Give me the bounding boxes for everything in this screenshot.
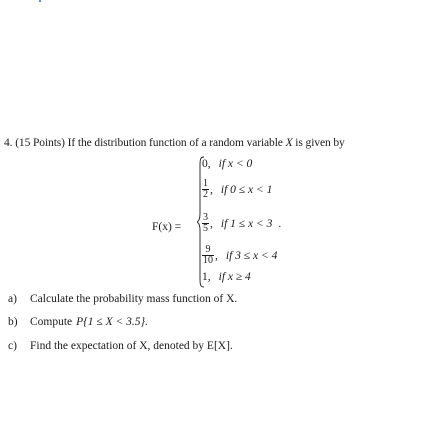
case-3-separator: ,	[210, 217, 213, 230]
part-c-text: Find the expectation of X, denoted by E[X].	[30, 340, 233, 352]
case-4-numerator: 9	[205, 244, 211, 255]
case-4-condition: if 3 ≤ x < 4	[225, 249, 278, 262]
part-c-label: c)	[8, 340, 17, 352]
case-5-condition: if x ≥ 4	[218, 271, 251, 283]
part-b-label: b)	[8, 316, 18, 328]
question-part-a	[8, 293, 237, 305]
case-2-denominator: 2	[203, 189, 208, 200]
case-row-5	[202, 271, 251, 283]
problem-text-end: is given by	[292, 137, 345, 149]
case-1-condition: if x < 0	[218, 158, 253, 170]
blue-dot-mark	[39, 0, 41, 2]
part-b-expression: P{1 ≤ X < 3.5}.	[76, 316, 148, 328]
trailing-period: .	[278, 217, 282, 230]
case-2-fraction	[202, 179, 209, 200]
piecewise-function	[152, 156, 352, 286]
case-4-denominator: 10	[203, 255, 213, 266]
case-4-fraction	[202, 245, 214, 266]
case-3-condition: if 1 ≤ x < 3	[220, 217, 273, 230]
case-3-numerator: 3	[203, 212, 208, 223]
part-a-text: Calculate the probability mass function of X.	[30, 293, 238, 305]
problem-variable: X	[285, 137, 293, 149]
case-3-fraction	[202, 213, 209, 234]
case-row-3	[202, 213, 281, 234]
case-row-1	[202, 158, 252, 170]
case-row-2	[202, 179, 272, 200]
case-3-denominator: 5	[203, 223, 208, 234]
case-2-separator: ,	[210, 183, 213, 196]
case-2-numerator: 1	[203, 178, 208, 189]
problem-statement	[4, 137, 345, 149]
problem-text: 4. (15 Points) If the distribution function of a random variable	[4, 137, 286, 149]
part-b-text: Compute	[30, 316, 73, 328]
question-part-b	[8, 316, 148, 328]
case-row-4	[202, 245, 277, 266]
question-part-c	[8, 340, 233, 352]
case-2-condition: if 0 ≤ x < 1	[220, 183, 273, 196]
case-5-value: 1,	[202, 271, 211, 283]
case-1-value: 0,	[202, 158, 211, 170]
case-4-separator: ,	[215, 249, 218, 262]
part-a-label: a)	[8, 293, 17, 305]
function-label: F(x) =	[152, 221, 182, 233]
